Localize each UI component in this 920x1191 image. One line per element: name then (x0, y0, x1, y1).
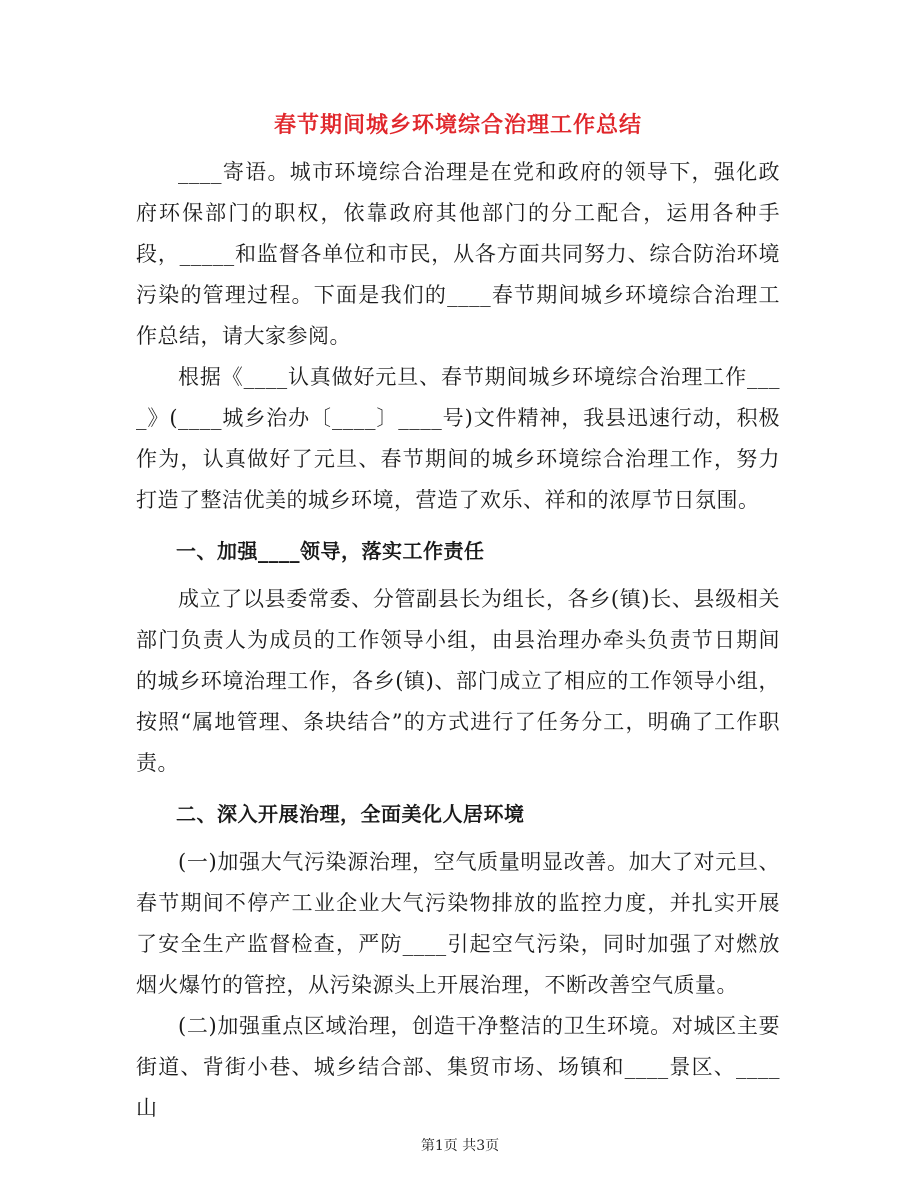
section-2-heading: 二、深入开展治理，全面美化人居环境 (176, 802, 525, 826)
section-1-heading: 一、加强____领导，落实工作责任 (176, 539, 485, 563)
document-title: 春节期间城乡环境综合治理工作总结 (273, 113, 642, 138)
page-indicator: 第1页 共3页 (420, 1138, 500, 1154)
section-1-body: 成立了以县委常委、分管副县长为组长，各乡(镇)长、县级相关部门负责人为成员的工作领导小组，由县治理办牵头负责节日期间的城乡环境治理工作，各乡(镇)、部门成立了相应的工作领导小组，按照“属地管理、条块结合”的方式进行了任务分工，明确了工作职责。 (136, 587, 780, 775)
basis-paragraph: 根据《____认真做好元旦、春节期间城乡环境综合治理工作____》(____城乡治办〔____〕____号)文件精神，我县迅速行动，积极作为，认真做好了元旦、春节期间的城乡环境综合治理工作，努力打造了整洁优美的城乡环境，营造了欢乐、祥和的浓厚节日氛围。 (136, 365, 780, 512)
intro-paragraph: ____寄语。城市环境综合治理是在党和政府的领导下，强化政府环保部门的职权，依靠政府其他部门的分工配合，运用各种手段，_____和监督各单位和市民，从各方面共同努力、综合防治环境污染的管理过程。下面是我们的____春节期间城乡环境综合治理工作总结，请大家参阅。 (136, 160, 780, 348)
section-2-item-1: (一)加强大气污染源治理，空气质量明显改善。加大了对元旦、春节期间不停产工业企业大气污染物排放的监控力度，并扎实开展了安全生产监督检查，严防____引起空气污染，同时加强了对燃放烟火爆竹的管控，从污染源头上开展治理，不断改善空气质量。 (136, 850, 780, 997)
section-2-item-2: (二)加强重点区域治理，创造干净整洁的卫生环境。对城区主要街道、背街小巷、城乡结合部、集贸市场、场镇和____景区、____山 (136, 1014, 780, 1120)
